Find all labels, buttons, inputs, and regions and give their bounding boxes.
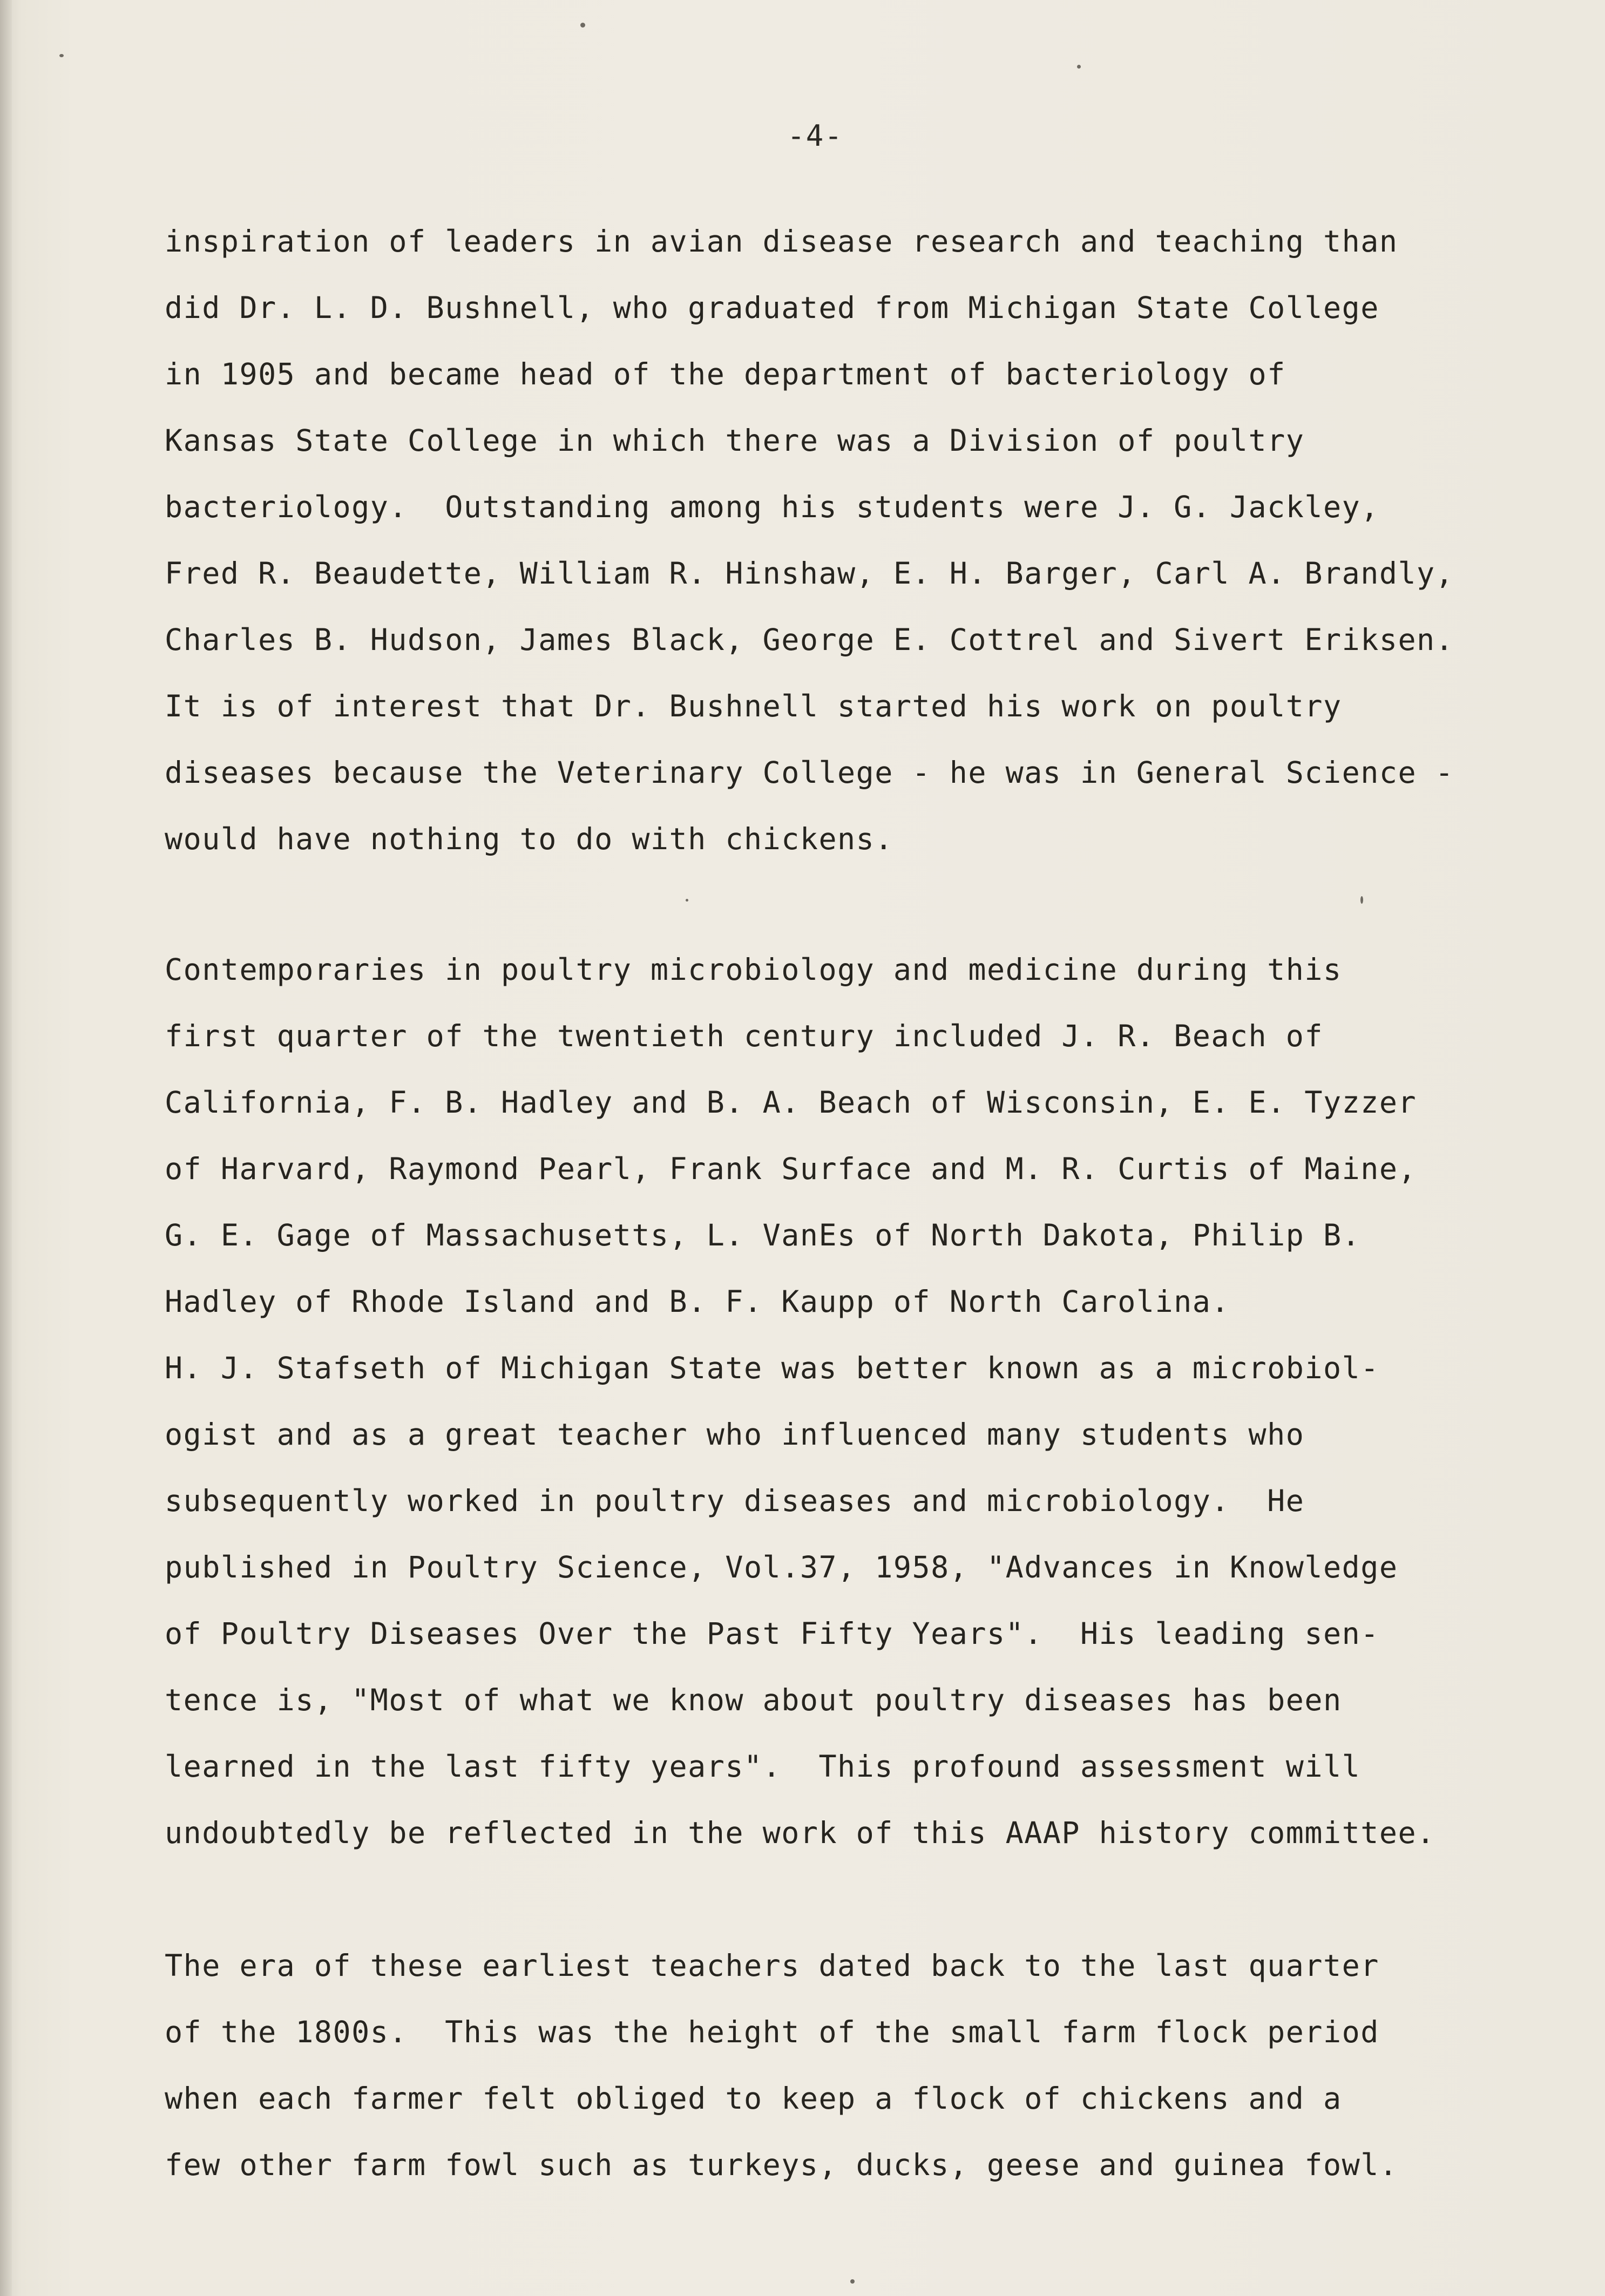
text-line: Fred R. Beaudette, William R. Hinshaw, E. H. Barger, Carl A. Brandly, [165,556,1454,591]
text-line: of the 1800s. This was the height of the small farm flock period [165,2015,1379,2049]
ink-speck [580,23,585,28]
ink-speck [850,2279,855,2284]
paragraph [165,1933,1398,2198]
page-edge-shadow [0,0,12,2296]
text-line: Contemporaries in poultry microbiology and medicine during this [165,952,1342,987]
text-line: diseases because the Veterinary College - he was in General Science - [165,755,1454,790]
text-line: ogist and as a great teacher who influenced many students who [165,1417,1305,1452]
text-line: published in Poultry Science, Vol.37, 1958, "Advances in Knowledge [165,1550,1398,1584]
ink-speck [1077,65,1081,69]
text-line: California, F. B. Hadley and B. A. Beach of Wisconsin, E. E. Tyzzer [165,1085,1417,1120]
text-line: G. E. Gage of Massachusetts, L. VanEs of North Dakota, Philip B. [165,1218,1361,1252]
text-line: would have nothing to do with chickens. [165,822,893,856]
text-line: inspiration of leaders in avian disease research and teaching than [165,224,1398,259]
ink-speck [686,899,688,902]
paragraph [165,208,1454,872]
text-line: did Dr. L. D. Bushnell, who graduated from Michigan State College [165,290,1379,325]
text-line: Hadley of Rhode Island and B. F. Kaupp of North Carolina. [165,1284,1230,1319]
text-line: tence is, "Most of what we know about poultry diseases has been [165,1683,1342,1717]
text-line: H. J. Stafseth of Michigan State was better known as a microbiol- [165,1351,1379,1385]
text-line: when each farmer felt obliged to keep a flock of chickens and a [165,2081,1342,2116]
text-line: The era of these earliest teachers dated back to the last quarter [165,1948,1379,1983]
text-line: in 1905 and became head of the department of bacteriology of [165,357,1286,391]
text-line: bacteriology. Outstanding among his students were J. G. Jackley, [165,490,1379,524]
ink-speck [59,54,64,57]
text-line: undoubtedly be reflected in the work of this AAAP history committee. [165,1816,1435,1850]
text-line: Charles B. Hudson, James Black, George E. Cottrel and Sivert Eriksen. [165,622,1454,657]
text-line: of Harvard, Raymond Pearl, Frank Surface and M. R. Curtis of Maine, [165,1152,1417,1186]
ink-speck [1360,896,1363,904]
page-number: -4- [787,119,843,153]
text-line: of Poultry Diseases Over the Past Fifty Years". His leading sen- [165,1616,1379,1651]
text-line: first quarter of the twentieth century included J. R. Beach of [165,1019,1323,1053]
paragraph [165,937,1435,1866]
text-line: It is of interest that Dr. Bushnell started his work on poultry [165,689,1342,723]
text-line: subsequently worked in poultry diseases and microbiology. He [165,1484,1305,1518]
text-line: Kansas State College in which there was a Division of poultry [165,423,1305,458]
text-line: learned in the last fifty years". This profound assessment will [165,1749,1361,1784]
text-line: few other farm fowl such as turkeys, ducks, geese and guinea fowl. [165,2148,1398,2182]
